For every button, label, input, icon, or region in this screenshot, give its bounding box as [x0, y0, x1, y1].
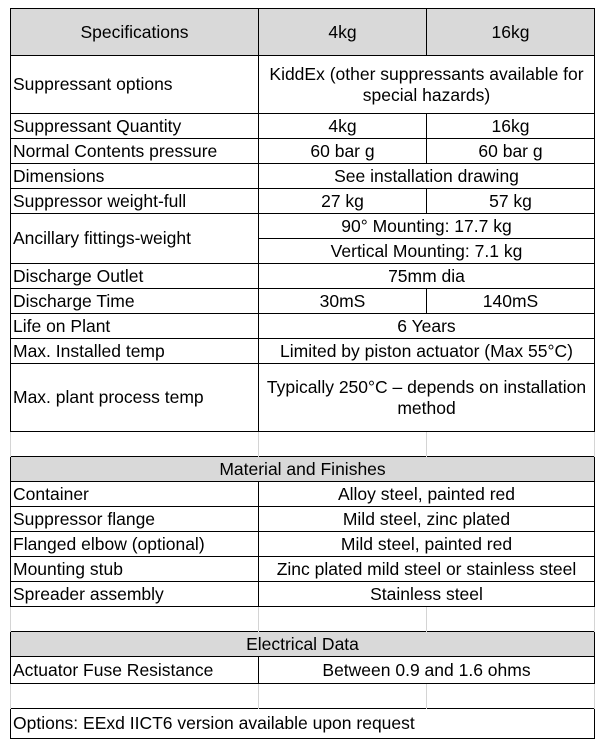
label-normal-contents-pressure: Normal Contents pressure [11, 139, 259, 164]
label-flanged-elbow: Flanged elbow (optional) [11, 532, 259, 557]
spacer-row [11, 607, 595, 632]
value-suppressor-flange: Mild steel, zinc plated [259, 507, 595, 532]
label-ancillary-fittings: Ancillary fittings-weight [11, 214, 259, 264]
spec-sheet [10, 8, 594, 739]
section-header-materials [11, 457, 595, 482]
value-ancillary-90-mounting: 90° Mounting: 17.7 kg [259, 214, 595, 239]
label-container: Container [11, 482, 259, 507]
row-suppressant-options [11, 56, 595, 114]
row-life-on-plant [11, 314, 595, 339]
label-suppressant-options: Suppressant options [11, 56, 259, 114]
row-normal-contents-pressure [11, 139, 595, 164]
value-discharge-time-4kg: 30mS [259, 289, 427, 314]
value-container: Alloy steel, painted red [259, 482, 595, 507]
electrical-title: Electrical Data [11, 632, 595, 657]
row-discharge-outlet [11, 264, 595, 289]
value-suppressant-options: KiddEx (other suppressants available for special hazards) [259, 56, 595, 114]
spacer-row [11, 432, 595, 457]
value-life-on-plant: 6 Years [259, 314, 595, 339]
value-max-installed-temp: Limited by piston actuator (Max 55°C) [259, 339, 595, 364]
value-pressure-4kg: 60 bar g [259, 139, 427, 164]
options-note: Options: EExd IICT6 version available upon request [11, 709, 595, 739]
header-row [11, 9, 595, 56]
value-discharge-outlet: 75mm dia [259, 264, 595, 289]
header-4kg: 4kg [259, 9, 427, 56]
label-max-plant-process-temp: Max. plant process temp [11, 364, 259, 432]
row-mounting-stub [11, 557, 595, 582]
label-discharge-outlet: Discharge Outlet [11, 264, 259, 289]
row-discharge-time [11, 289, 595, 314]
value-discharge-time-16kg: 140mS [427, 289, 595, 314]
label-discharge-time: Discharge Time [11, 289, 259, 314]
label-dimensions: Dimensions [11, 164, 259, 189]
value-flanged-elbow: Mild steel, painted red [259, 532, 595, 557]
label-actuator-fuse-resistance: Actuator Fuse Resistance [11, 657, 259, 684]
row-spreader-assembly [11, 582, 595, 607]
value-weight-4kg: 27 kg [259, 189, 427, 214]
section-header-electrical [11, 632, 595, 657]
value-suppressant-quantity-4kg: 4kg [259, 114, 427, 139]
row-suppressant-quantity [11, 114, 595, 139]
spacer-row [11, 684, 595, 709]
label-suppressant-quantity: Suppressant Quantity [11, 114, 259, 139]
row-suppressor-weight [11, 189, 595, 214]
row-max-plant-process-temp [11, 364, 595, 432]
row-actuator-fuse-resistance [11, 657, 595, 684]
label-spreader-assembly: Spreader assembly [11, 582, 259, 607]
value-mounting-stub: Zinc plated mild steel or stainless steel [259, 557, 595, 582]
value-ancillary-vertical-mounting: Vertical Mounting: 7.1 kg [259, 239, 595, 264]
row-ancillary-fittings-a [11, 214, 595, 239]
value-actuator-fuse-resistance: Between 0.9 and 1.6 ohms [259, 657, 595, 684]
materials-title: Material and Finishes [11, 457, 595, 482]
row-flanged-elbow [11, 532, 595, 557]
value-pressure-16kg: 60 bar g [427, 139, 595, 164]
row-options-note [11, 709, 595, 739]
value-dimensions: See installation drawing [259, 164, 595, 189]
spec-table [10, 8, 595, 739]
value-weight-16kg: 57 kg [427, 189, 595, 214]
header-specifications: Specifications [11, 9, 259, 56]
value-max-plant-process-temp: Typically 250°C – depends on installation method [259, 364, 595, 432]
label-mounting-stub: Mounting stub [11, 557, 259, 582]
label-suppressor-weight: Suppressor weight-full [11, 189, 259, 214]
value-spreader-assembly: Stainless steel [259, 582, 595, 607]
value-suppressant-quantity-16kg: 16kg [427, 114, 595, 139]
label-max-installed-temp: Max. Installed temp [11, 339, 259, 364]
row-container [11, 482, 595, 507]
row-dimensions [11, 164, 595, 189]
header-16kg: 16kg [427, 9, 595, 56]
label-life-on-plant: Life on Plant [11, 314, 259, 339]
label-suppressor-flange: Suppressor flange [11, 507, 259, 532]
row-max-installed-temp [11, 339, 595, 364]
row-suppressor-flange [11, 507, 595, 532]
